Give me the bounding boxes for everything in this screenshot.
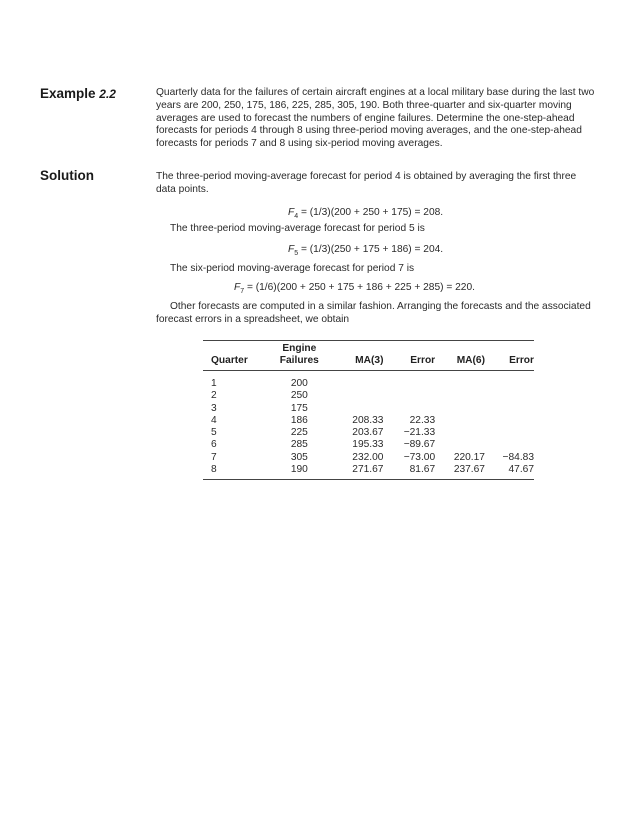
col-header-error-ma3: Error [410, 355, 436, 366]
table-cell: 250 [290, 390, 308, 402]
table-cell: 175 [290, 402, 308, 414]
table-cell [383, 371, 435, 390]
paragraph-other-forecasts [156, 301, 596, 327]
table-cell: 3 [211, 402, 217, 414]
equation-f7 [234, 282, 475, 295]
table-cell [485, 403, 534, 415]
table-cell [435, 427, 485, 439]
col-header-quarter: Quarter [211, 355, 248, 366]
table-top-rule [203, 340, 534, 341]
table-cell [485, 427, 534, 439]
equation-f4-var: F [288, 207, 295, 218]
table-row [203, 452, 534, 464]
equation-f4 [288, 207, 443, 220]
table-cell: 271.67 [352, 464, 384, 476]
equation-f7-rhs: = (1/6)(200 + 250 + 175 + 186 + 225 + 285) = 220. [244, 282, 475, 293]
equation-f4-sub: 4 [294, 213, 299, 221]
table-cell: 4 [211, 414, 217, 426]
table-cell: −21.33 [403, 427, 436, 439]
col-header-failures: Failures [279, 355, 319, 366]
table-cell: −84.83 [502, 451, 534, 463]
table-cell: 7 [211, 451, 217, 463]
table-cell: 186 [290, 414, 308, 426]
table-row [203, 403, 534, 415]
table-cell [485, 371, 534, 390]
col-header-engine: Engine [282, 343, 317, 354]
table-cell: 285 [290, 439, 308, 451]
table-cell: 208.33 [352, 414, 384, 426]
table-cell [328, 371, 383, 390]
table-cell [485, 415, 534, 427]
table-row [203, 439, 534, 451]
table-row [203, 390, 534, 402]
table-cell [435, 439, 485, 451]
table-cell [435, 390, 485, 402]
table-cell: 237.67 [453, 464, 485, 476]
table-cell [383, 403, 435, 415]
table-cell: 225 [290, 427, 308, 439]
example-label: Example [40, 86, 96, 101]
solution-heading: Solution [40, 168, 94, 183]
example-number: 2.2 [99, 87, 116, 101]
table-cell: 2 [211, 390, 217, 402]
table-cell: 5 [211, 427, 217, 439]
table-cell: −73.00 [403, 451, 436, 463]
paragraph-other-forecasts-text: Other forecasts are computed in a similar fashion. Arranging the forecasts and the associated forecast errors in a spreadsheet, we obtain [156, 301, 591, 325]
equation-f7-var: F [234, 282, 241, 293]
paragraph-period-5: The three-period moving-average forecast for period 5 is [170, 223, 425, 234]
table-cell [328, 390, 383, 402]
table-cell: 203.67 [352, 427, 384, 439]
equation-f7-sub: 7 [240, 288, 245, 296]
table-cell: 22.33 [409, 414, 436, 426]
table-cell [485, 439, 534, 451]
table-cell: 305 [290, 451, 308, 463]
equation-f4-rhs: = (1/3)(200 + 250 + 175) = 208. [298, 207, 444, 218]
equation-f5-sub: 5 [294, 250, 299, 258]
table-cell [383, 390, 435, 402]
table-cell [435, 403, 485, 415]
col-header-ma6: MA(6) [456, 355, 485, 366]
table-cell: 1 [211, 378, 217, 389]
table-row [203, 464, 534, 480]
table-row [203, 427, 534, 439]
example-heading [40, 86, 116, 101]
table-cell: 190 [290, 464, 308, 476]
table-cell: 6 [211, 439, 217, 451]
table-row [203, 415, 534, 427]
table-cell: 8 [211, 464, 217, 476]
example-text: Quarterly data for the failures of certain aircraft engines at a local military base during the last two years are 200, 250, 175, 186, 225, 285, 305, 190. Both three-quarter and six-quarter moving averages are used to forecast the numbers of engine failures. Determine the one-step-ahead forecasts for periods 4 through 8 using three-period moving averages, and the one-step-ahead forecasts for periods 7 and 8 using six-period moving averages. [156, 87, 595, 150]
col-header-ma3: MA(3) [355, 355, 384, 366]
forecast-table [203, 343, 534, 480]
table-bottom-rule [203, 480, 534, 481]
table-cell [435, 371, 485, 390]
table-cell: 232.00 [352, 451, 384, 463]
table-cell: 47.67 [508, 464, 534, 476]
table-cell: 200 [290, 378, 308, 389]
paragraph-period-7: The six-period moving-average forecast for period 7 is [170, 263, 415, 274]
table-cell [435, 415, 485, 427]
table-cell [485, 390, 534, 402]
solution-intro: The three-period moving-average forecast for period 4 is obtained by averaging the first three data points. [156, 171, 577, 195]
col-header-error-ma6: Error [509, 355, 534, 366]
equation-f5-var: F [288, 244, 295, 255]
table-cell [328, 403, 383, 415]
table-cell: −89.67 [403, 439, 436, 451]
table-row [203, 371, 534, 390]
equation-f5 [288, 244, 443, 257]
table-cell: 220.17 [453, 451, 485, 463]
equation-f5-rhs: = (1/3)(250 + 175 + 186) = 204. [298, 244, 444, 255]
table-cell: 195.33 [352, 439, 384, 451]
table-cell: 81.67 [409, 464, 436, 476]
